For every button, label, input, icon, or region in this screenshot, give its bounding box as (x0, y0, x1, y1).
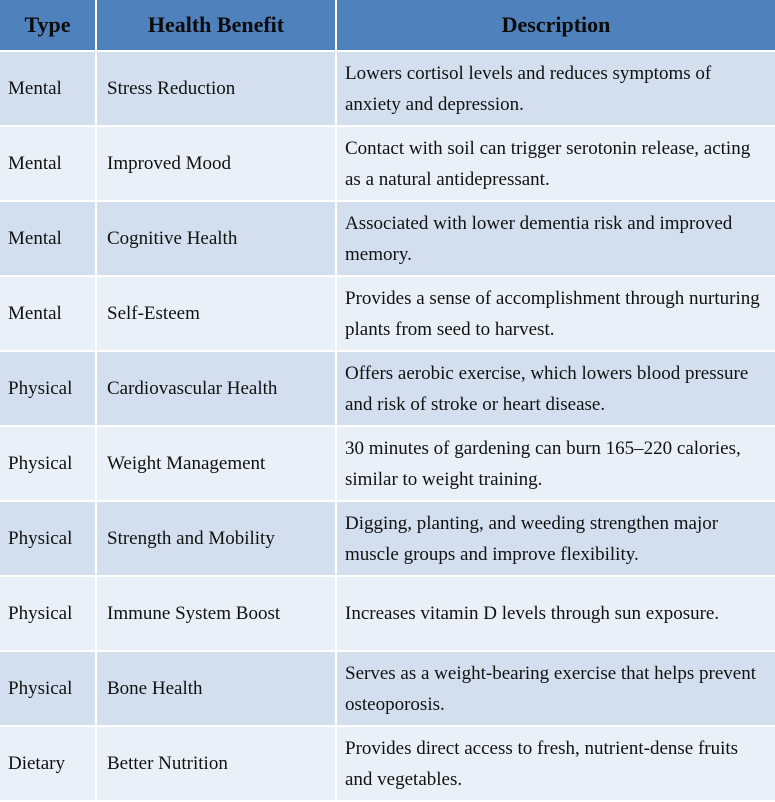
description-cell: Contact with soil can trigger serotonin release, acting as a natural antidepressant. (336, 126, 775, 201)
benefit-cell: Weight Management (96, 426, 336, 501)
type-cell: Mental (0, 126, 96, 201)
description-cell: Offers aerobic exercise, which lowers blood pressure and risk of stroke or heart disease. (336, 351, 775, 426)
table-row (0, 576, 775, 651)
benefit-cell: Self-Esteem (96, 276, 336, 351)
type-cell: Mental (0, 51, 96, 126)
benefit-cell: Better Nutrition (96, 726, 336, 801)
description-cell: Increases vitamin D levels through sun exposure. (336, 576, 775, 651)
table-row (0, 426, 775, 501)
description-cell: 30 minutes of gardening can burn 165–220 calories, similar to weight training. (336, 426, 775, 501)
type-cell: Dietary (0, 726, 96, 801)
column-header-health-benefit: Health Benefit (96, 0, 336, 51)
table-row (0, 351, 775, 426)
type-cell: Mental (0, 276, 96, 351)
type-cell: Physical (0, 501, 96, 576)
type-cell: Physical (0, 576, 96, 651)
table-row (0, 126, 775, 201)
column-header-description: Description (336, 0, 775, 51)
table-row (0, 201, 775, 276)
table-row (0, 276, 775, 351)
description-cell: Serves as a weight-bearing exercise that helps prevent osteoporosis. (336, 651, 775, 726)
benefit-cell: Stress Reduction (96, 51, 336, 126)
type-cell: Physical (0, 426, 96, 501)
type-cell: Mental (0, 201, 96, 276)
benefit-cell: Immune System Boost (96, 576, 336, 651)
description-cell: Digging, planting, and weeding strengthen major muscle groups and improve flexibility. (336, 501, 775, 576)
type-cell: Physical (0, 651, 96, 726)
description-cell: Provides a sense of accomplishment through nurturing plants from seed to harvest. (336, 276, 775, 351)
table-header-row (0, 0, 775, 51)
benefit-cell: Cognitive Health (96, 201, 336, 276)
benefit-cell: Strength and Mobility (96, 501, 336, 576)
description-cell: Associated with lower dementia risk and improved memory. (336, 201, 775, 276)
table-row (0, 51, 775, 126)
benefit-cell: Bone Health (96, 651, 336, 726)
benefit-cell: Improved Mood (96, 126, 336, 201)
benefit-cell: Cardiovascular Health (96, 351, 336, 426)
table-row (0, 726, 775, 801)
description-cell: Provides direct access to fresh, nutrient-dense fruits and vegetables. (336, 726, 775, 801)
type-cell: Physical (0, 351, 96, 426)
table-row (0, 651, 775, 726)
column-header-type: Type (0, 0, 96, 51)
table-row (0, 501, 775, 576)
description-cell: Lowers cortisol levels and reduces symptoms of anxiety and depression. (336, 51, 775, 126)
